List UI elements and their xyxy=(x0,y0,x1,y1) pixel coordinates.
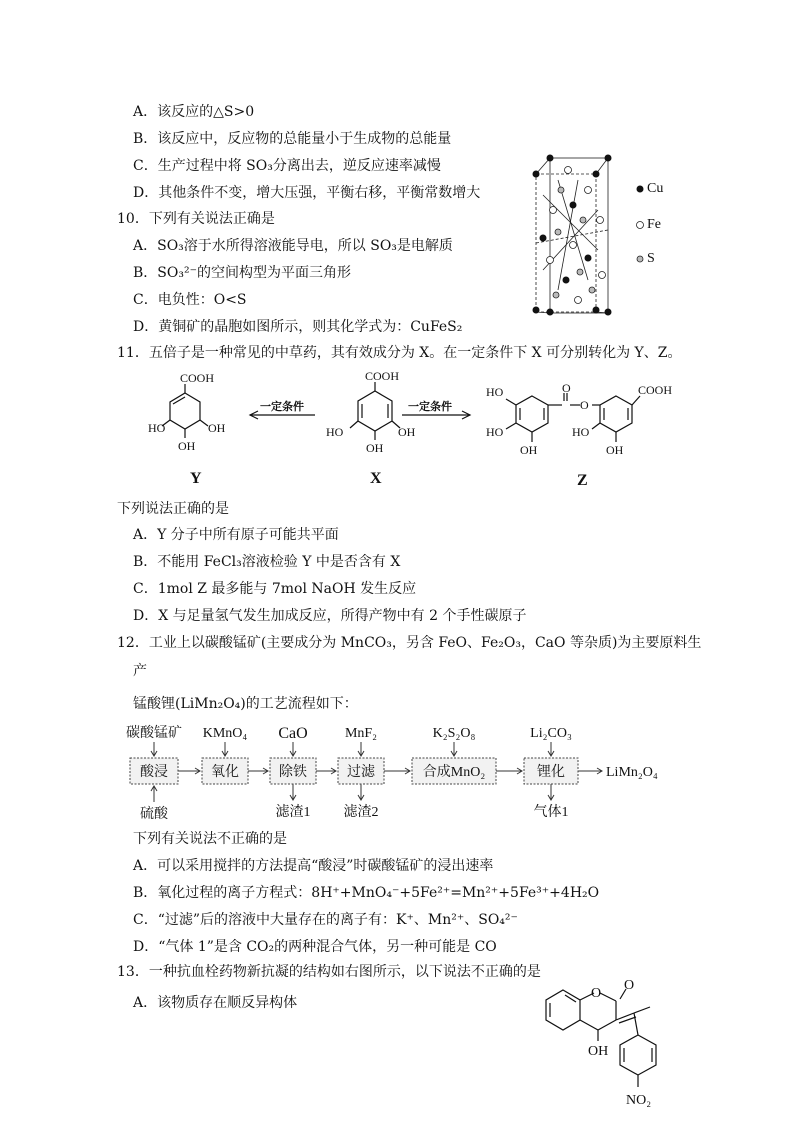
output-residue-1: 滤渣1 xyxy=(275,805,311,820)
z-cooh: COOH xyxy=(638,383,673,397)
step-synthesis: 合成MnO₂ xyxy=(422,765,486,780)
anticoagulant-structure xyxy=(538,975,688,1115)
step-lithiation: 锂化 xyxy=(537,765,565,780)
q12-option-b: B．氧化过程的离子方程式：8H⁺+MnO₄⁻+5Fe²⁺=Mn²⁺+5Fe³⁺+4H₂O xyxy=(133,885,600,901)
y-cooh: COOH xyxy=(180,371,215,385)
y-ho: HO xyxy=(148,421,166,435)
q12-option-c: C．“过滤”后的溶液中大量存在的离子有：K⁺、Mn²⁺、SO₄²⁻ xyxy=(133,912,518,928)
label-x: X xyxy=(370,470,382,487)
legend-fe: Fe xyxy=(647,217,661,232)
label-y: Y xyxy=(190,470,202,487)
step-acid-leach: 酸浸 xyxy=(140,765,168,780)
step-oxidation: 氧化 xyxy=(211,765,239,780)
input-sulfuric-acid: 硫酸 xyxy=(140,807,168,822)
step-iron-removal: 除铁 xyxy=(279,765,307,780)
chalcopyrite-unit-cell-figure xyxy=(528,150,688,320)
x-oh-1: OH xyxy=(366,441,384,455)
step-filtration: 过滤 xyxy=(347,765,375,780)
arrow-label-right: 一定条件 xyxy=(408,401,452,413)
label-z: Z xyxy=(577,472,588,489)
reaction-scheme xyxy=(140,366,700,491)
q10-option-b: B．SO₃²⁻的空间构型为平面三角形 xyxy=(133,265,351,281)
legend-cu: Cu xyxy=(647,181,664,196)
q13-stem: 13．一种抗血栓药物新抗凝的结构如右图所示，以下说法不正确的是 xyxy=(117,964,541,980)
q13-option-a: A．该物质存在顺反异构体 xyxy=(133,995,298,1011)
y-oh-2: OH xyxy=(208,421,226,435)
q9-option-b: B．该反应中，反应物的总能量小于生成物的总能量 xyxy=(133,131,452,147)
output-gas-1: 气体1 xyxy=(533,805,569,820)
q11-option-c: C．1mol Z 最多能与 7mol NaOH 发生反应 xyxy=(133,581,417,597)
q12-stem-3: 锰酸锂(LiMn₂O₄)的工艺流程如下： xyxy=(133,696,358,712)
q11-option-b: B．不能用 FeCl₃溶液检验 Y 中是否含有 X xyxy=(133,554,401,570)
carbonyl-oxygen: O xyxy=(624,978,635,993)
x-ho: HO xyxy=(326,425,344,439)
q9-option-a: A．该反应的△S>0 xyxy=(133,104,255,120)
q10-option-d: D．黄铜矿的晶胞如图所示，则其化学式为：CuFeS₂ xyxy=(133,319,463,335)
q11-option-a: A．Y 分子中所有原子可能共平面 xyxy=(133,527,339,543)
product-limn2o4: LiMn₂O₄ xyxy=(606,765,658,780)
q10-option-c: C．电负性：O<S xyxy=(133,292,247,308)
q10-stem: 10．下列有关说法正确是 xyxy=(117,211,275,227)
z-ho-4: HO xyxy=(572,425,590,439)
x-oh-2: OH xyxy=(398,425,416,439)
z-ester-o: O xyxy=(580,398,589,412)
legend-s: S xyxy=(647,251,655,266)
ring-oxygen: O xyxy=(591,986,602,1001)
q11-option-d: D．X 与足量氢气发生加成反应，所得产物中有 2 个手性碳原子 xyxy=(133,608,527,624)
arrow-label-left: 一定条件 xyxy=(260,401,304,413)
input-kmno4: KMnO₄ xyxy=(202,726,248,741)
z-ho-2: HO xyxy=(486,425,504,439)
input-ore: 碳酸锰矿 xyxy=(126,726,182,741)
z-oh: OH xyxy=(606,443,624,457)
z-ho-1: HO xyxy=(486,385,504,399)
output-residue-2: 滤渣2 xyxy=(343,805,379,820)
q12-option-d: D．“气体 1”是含 CO₂的两种混合气体，另一种可能是 CO xyxy=(133,939,497,955)
z-carbonyl-o: O xyxy=(562,381,571,395)
hydroxyl-group: OH xyxy=(588,1044,609,1059)
input-li2co3: Li₂CO₃ xyxy=(530,726,572,741)
q12-sub-stem: 下列有关说法不正确的是 xyxy=(133,831,287,847)
input-mnf2: MnF₂ xyxy=(344,726,378,741)
z-ho-3: OH xyxy=(520,443,538,457)
q12-stem-1: 12．工业上以碳酸锰矿(主要成分为 MnCO₃，另含 FeO、Fe₂O₃，CaO 等杂质)为主要原料生 xyxy=(117,635,702,651)
legend-markers xyxy=(634,181,646,271)
y-oh-1: OH xyxy=(178,439,196,453)
q12-stem-2: 产 xyxy=(133,663,147,679)
q9-option-c: C．生产过程中将 SO₃分离出去，逆反应速率减慢 xyxy=(133,158,441,174)
nitro-group: NO₂ xyxy=(626,1093,652,1108)
q10-option-a: A．SO₃溶于水所得溶液能导电，所以 SO₃是电解质 xyxy=(133,238,453,254)
q9-option-d: D．其他条件不变，增大压强，平衡右移，平衡常数增大 xyxy=(133,185,481,201)
q11-stem: 11．五倍子是一种常见的中草药，其有效成分为 X。在一定条件下 X 可分别转化为 Y、Z。 xyxy=(117,345,682,361)
process-flow-diagram xyxy=(120,720,680,825)
q11-sub-stem: 下列说法正确的是 xyxy=(117,501,229,517)
input-k2s2o8: K₂S₂O₈ xyxy=(432,726,476,741)
x-cooh: COOH xyxy=(365,369,400,383)
input-cao: CaO xyxy=(278,725,308,742)
q12-option-a: A．可以采用搅拌的方法提高“酸浸”时碳酸锰矿的浸出速率 xyxy=(133,858,494,874)
